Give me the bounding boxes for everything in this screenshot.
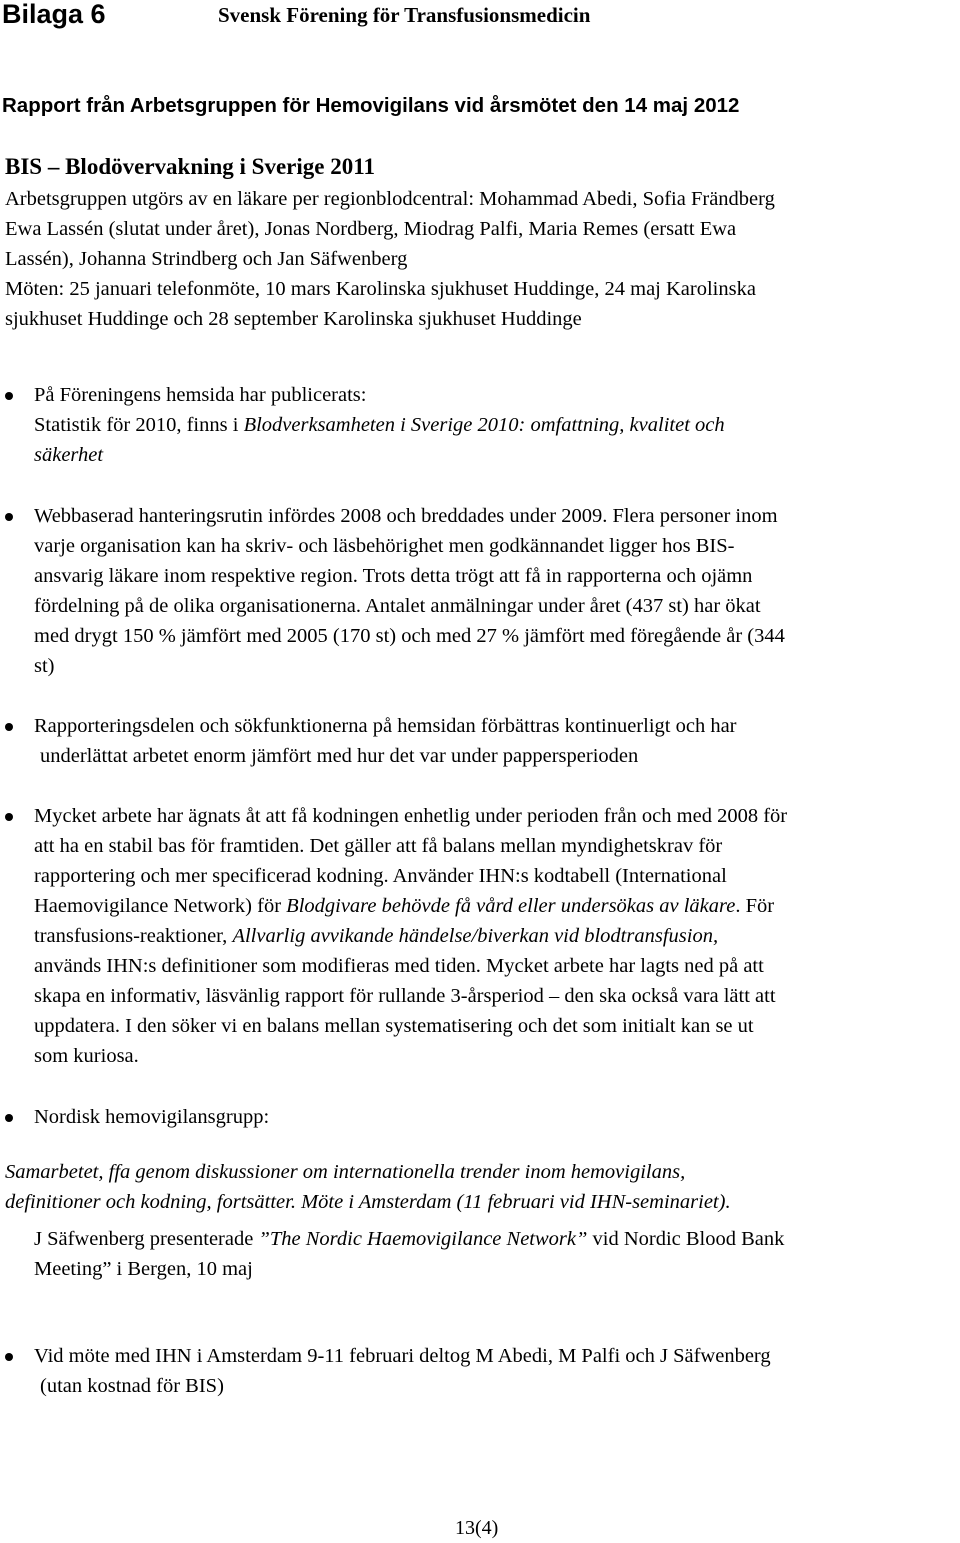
category-name: Blodgivare behövde få vård eller undersökas av läkare xyxy=(286,895,736,917)
nordic-paragraph xyxy=(5,1157,960,1217)
category-name: Allvarlig avvikande händelse/biverkan vid blodtransfusion, xyxy=(232,925,719,947)
item-text: Haemovigilance Network) för xyxy=(34,895,287,917)
item-line xyxy=(34,891,960,921)
presentation-paragraph xyxy=(34,1224,960,1284)
presentation-text: J Säfwenberg presenterade xyxy=(34,1228,259,1250)
item-line: varje organisation kan ha skriv- och läsbehörighet men godkännandet ligger hos BIS- xyxy=(34,535,735,557)
list-item-coding xyxy=(34,801,960,1071)
nordic-line xyxy=(5,1187,960,1217)
item-line: (utan kostnad för BIS) xyxy=(40,1375,224,1397)
item-line: används IHN:s definitioner som modifieras med tiden. Mycket arbete har lagts ned på att xyxy=(34,955,764,977)
item-line: rapportering och mer specificerad kodning. Använder IHN:s kodtabell (International xyxy=(34,865,727,887)
list-item-web-routine xyxy=(34,501,960,681)
report-title: Rapport från Arbetsgruppen för Hemovigilans vid årsmötet den 14 maj 2012 xyxy=(2,94,740,117)
bullet-icon xyxy=(5,813,13,821)
intro-line: Arbetsgruppen utgörs av en läkare per regionblodcentral: Mohammad Abedi, Sofia Frändberg xyxy=(5,188,775,210)
intro-line: Ewa Lassén (slutat under året), Jonas Nordberg, Miodrag Palfi, Maria Remes (ersatt Ewa xyxy=(5,218,737,240)
item-line: underlättat arbetet enorm jämfört med hur det var under pappersperioden xyxy=(40,745,639,767)
item-line: Rapporteringsdelen och sökfunktionerna på hemsidan förbättras kontinuerligt och har xyxy=(34,715,737,737)
presentation-line: Meeting” i Bergen, 10 maj xyxy=(34,1258,253,1280)
item-line: st) xyxy=(34,655,55,677)
bullet-icon xyxy=(5,723,13,731)
list-item-published xyxy=(34,380,960,470)
presentation-title: ”The Nordic Haemovigilance Network” xyxy=(258,1228,588,1250)
intro-line: sjukhuset Huddinge och 28 september Karolinska sjukhuset Huddinge xyxy=(5,308,582,330)
intro-line: Lassén), Johanna Strindberg och Jan Säfwenberg xyxy=(5,248,408,270)
item-line: uppdatera. I den söker vi en balans mellan systematisering och det som initialt kan se ut xyxy=(34,1015,754,1037)
presentation-line xyxy=(34,1224,960,1254)
item-line: att ha en stabil bas för framtiden. Det gäller att få balans mellan myndighetskrav för xyxy=(34,835,723,857)
society-name: Svensk Förening för Transfusionsmedicin xyxy=(218,3,591,27)
publication-title-end: säkerhet xyxy=(34,444,104,466)
item-line: Webbaserad hanteringsrutin infördes 2008 och breddades under 2009. Flera personer inom xyxy=(34,505,778,527)
section-title: BIS – Blodövervakning i Sverige 2011 xyxy=(5,154,375,179)
page-number: 13(4) xyxy=(455,1517,499,1539)
bullet-icon xyxy=(5,1353,13,1361)
intro-line: Möten: 25 januari telefonmöte, 10 mars Karolinska sjukhuset Huddinge, 24 maj Karolinska xyxy=(5,278,756,300)
nordic-text: Samarbetet, ffa genom diskussioner om internationella trender inom hemovigilans, xyxy=(5,1161,686,1183)
list-item-reporting xyxy=(34,711,960,771)
item-line: På Föreningens hemsida har publicerats: xyxy=(34,384,367,406)
item-text: . För xyxy=(735,895,775,917)
appendix-label: Bilaga 6 xyxy=(2,0,106,29)
nordic-text: definitioner och kodning, fortsätter. Möte i Amsterdam (11 februari vid IHN-seminariet). xyxy=(5,1191,731,1213)
item-text: transfusions-reaktioner, xyxy=(34,925,233,947)
bullet-icon xyxy=(5,513,13,521)
item-line xyxy=(34,410,960,440)
list-item-nordic-group xyxy=(34,1102,960,1132)
publication-title: Blodverksamheten i Sverige 2010: omfattning, kvalitet och xyxy=(243,414,725,436)
item-line: ansvarig läkare inom respektive region. Trots detta trögt att få in rapporterna och ojämn xyxy=(34,565,753,587)
item-line: skapa en informativ, läsvänlig rapport för rullande 3-årsperiod – den ska också vara lätt att xyxy=(34,985,776,1007)
intro-paragraph xyxy=(5,184,960,334)
item-line: Mycket arbete har ägnats åt att få kodningen enhetlig under perioden från och med 2008 för xyxy=(34,805,788,827)
item-line: med drygt 150 % jämfört med 2005 (170 st) och med 27 % jämfört med föregående år (344 xyxy=(34,625,785,647)
item-line: Nordisk hemovigilansgrupp: xyxy=(34,1106,270,1128)
item-text: Statistik för 2010, finns i xyxy=(34,414,244,436)
item-line: fördelning på de olika organisationerna. Antalet anmälningar under året (437 st) har ökat xyxy=(34,595,761,617)
item-line: Vid möte med IHN i Amsterdam 9-11 februari deltog M Abedi, M Palfi och J Säfwenberg xyxy=(34,1345,771,1367)
item-line xyxy=(34,440,960,470)
bullet-icon xyxy=(5,392,13,400)
item-line xyxy=(34,921,960,951)
nordic-line xyxy=(5,1157,960,1187)
presentation-text: vid Nordic Blood Bank xyxy=(587,1228,785,1250)
item-line: som kuriosa. xyxy=(34,1045,139,1067)
bullet-icon xyxy=(5,1114,13,1122)
list-item-ihn-meeting xyxy=(34,1341,960,1401)
